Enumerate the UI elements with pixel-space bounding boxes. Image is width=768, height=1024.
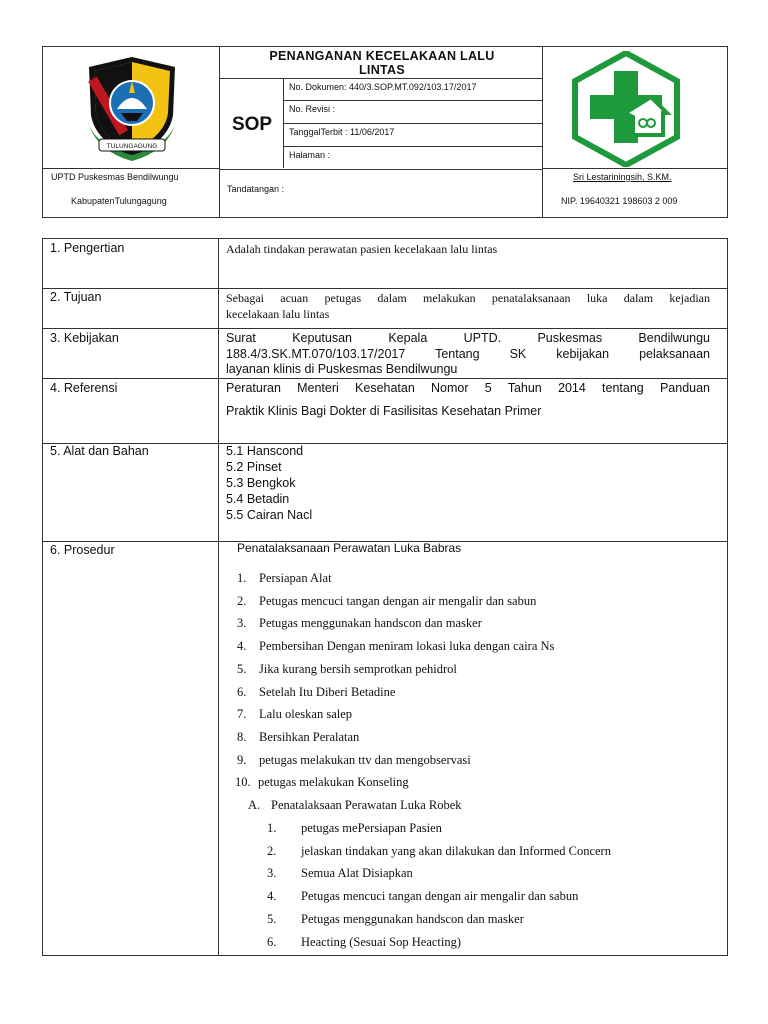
- label-alat-bahan: 5. Alat dan Bahan: [50, 444, 149, 458]
- step-number: 10.: [235, 775, 251, 790]
- value-pengertian: Adalah tindakan perawatan pasien kecelakaan lalu lintas: [226, 242, 498, 256]
- step-number: 3.: [237, 616, 247, 631]
- alat-item: 5.1 Hanscond: [226, 444, 304, 458]
- value-tujuan-line-1: Sebagai acuan petugas dalam melakukan penatalaksanaan luka dalam kejadian: [226, 291, 710, 305]
- substep-number: 3.: [267, 866, 277, 881]
- label-referensi: 4. Referensi: [50, 381, 118, 395]
- uptd-line-2: KabupatenTulungagung: [71, 196, 167, 206]
- header-divider: [283, 146, 542, 147]
- label-tujuan: 2. Tujuan: [50, 290, 102, 304]
- row-divider: [43, 378, 727, 379]
- step-text: Pembersihan Dengan meniram lokasi luka dengan caira Ns: [259, 639, 555, 654]
- alat-item: 5.3 Bengkok: [226, 476, 296, 490]
- substep-text: jelaskan tindakan yang akan dilakukan dan Informed Concern: [301, 843, 611, 858]
- title-line-1: PENANGANAN KECELAKAAN LALU: [269, 49, 495, 63]
- step-text: Petugas menggunakan handscon dan masker: [259, 616, 482, 631]
- document-title: [221, 49, 543, 77]
- alat-item: 5.4 Betadin: [226, 492, 290, 506]
- substep-number: 4.: [267, 889, 277, 904]
- value-referensi-line-1: Peraturan Menteri Kesehatan Nomor 5 Tahun 2014 tentang Panduan: [226, 381, 710, 395]
- label-kebijakan: 3. Kebijakan: [50, 331, 119, 345]
- substep-text: Petugas mencuci tangan dengan air mengalir dan sabun: [301, 889, 579, 904]
- substep-text: Petugas menggunakan handscon dan masker: [301, 911, 524, 926]
- value-referensi-line-2: Praktik Klinis Bagi Dokter di Fasilisitas Kesehatan Primer: [226, 404, 542, 418]
- signer-name: Sri Lestariningsih, S.KM.: [573, 172, 672, 182]
- puskesmas-logo: [567, 51, 685, 167]
- logo-text: TULUNGAGUNG: [106, 143, 158, 150]
- header-divider: [542, 168, 727, 169]
- row-divider: [43, 328, 727, 329]
- value-kebijakan-line-1: Surat Keputusan Kepala UPTD. Puskesmas Bendilwungu: [226, 331, 710, 345]
- step-text: petugas melakukan Konseling: [258, 775, 409, 790]
- step-text: petugas melakukan ttv dan mengobservasi: [259, 752, 471, 767]
- step-number: 8.: [237, 729, 247, 744]
- label-pengertian: 1. Pengertian: [50, 241, 125, 255]
- tandatangan-label: Tandatangan :: [227, 184, 285, 194]
- step-text: Setelah Itu Diberi Betadine: [259, 684, 396, 699]
- prosedur-subheading: Penatalaksaan Perawatan Luka Robek: [271, 798, 462, 812]
- substep-text: Semua Alat Disiapkan: [301, 866, 413, 881]
- halaman: Halaman :: [289, 150, 331, 160]
- value-kebijakan-line-3: layanan klinis di Puskesmas Bendilwungu: [226, 362, 458, 376]
- no-dokumen: No. Dokumen: 440/3.SOP.MT.092/103.17/2017: [289, 82, 477, 92]
- signer-nip: NIP. 19640321 198603 2 009: [561, 196, 678, 206]
- title-line-2: LINTAS: [358, 63, 405, 77]
- step-number: 2.: [237, 593, 247, 608]
- step-text: Jika kurang bersih semprotkan pehidrol: [259, 661, 457, 676]
- substep-number: 2.: [267, 843, 277, 858]
- sop-label: SOP: [231, 113, 273, 135]
- no-revisi: No. Revisi :: [289, 104, 336, 114]
- subheading-number: A.: [248, 798, 261, 812]
- substep-number: 1.: [267, 821, 277, 835]
- step-text: Petugas mencuci tangan dengan air mengalir dan sabun: [259, 593, 537, 608]
- value-kebijakan-line-2: 188.4/3.SK.MT.070/103.17/2017 Tentang SK kebijakan pelaksanaan: [226, 347, 710, 361]
- alat-item: 5.2 Pinset: [226, 460, 282, 474]
- alat-item: 5.5 Cairan Nacl: [226, 508, 313, 522]
- prosedur-heading: Penatalaksanaan Perawatan Luka Babras: [237, 541, 462, 555]
- label-prosedur: 6. Prosedur: [50, 543, 115, 557]
- substep-number: 6.: [267, 934, 277, 949]
- header-divider: [219, 47, 220, 217]
- step-number: 5.: [237, 661, 247, 676]
- header-divider: [283, 123, 542, 124]
- header-divider: [43, 168, 219, 169]
- step-text: Lalu oleskan salep: [259, 707, 353, 722]
- step-number: 7.: [237, 707, 247, 722]
- substep-text: petugas mePersiapan Pasien: [301, 821, 442, 835]
- step-number: 4.: [237, 639, 247, 654]
- step-text: Bersihkan Peralatan: [259, 729, 360, 744]
- step-number: 1.: [237, 571, 247, 585]
- column-divider: [218, 239, 219, 955]
- tanggal-terbit: TanggalTerbit : 11/06/2017: [289, 127, 395, 137]
- uptd-line-1: UPTD Puskesmas Bendilwungu: [51, 172, 179, 182]
- step-number: 6.: [237, 684, 247, 699]
- step-text: Persiapan Alat: [259, 571, 332, 585]
- value-tujuan-line-2: kecelakaan lalu lintas: [226, 307, 330, 321]
- tulungagung-logo: [81, 53, 183, 163]
- sop-content-table: [42, 238, 728, 956]
- step-number: 9.: [237, 752, 247, 767]
- header-divider: [283, 100, 542, 101]
- sop-header-table: [42, 46, 728, 218]
- substep-text: Heacting (Sesuai Sop Heacting): [301, 934, 462, 949]
- substep-number: 5.: [267, 911, 277, 926]
- row-divider: [43, 288, 727, 289]
